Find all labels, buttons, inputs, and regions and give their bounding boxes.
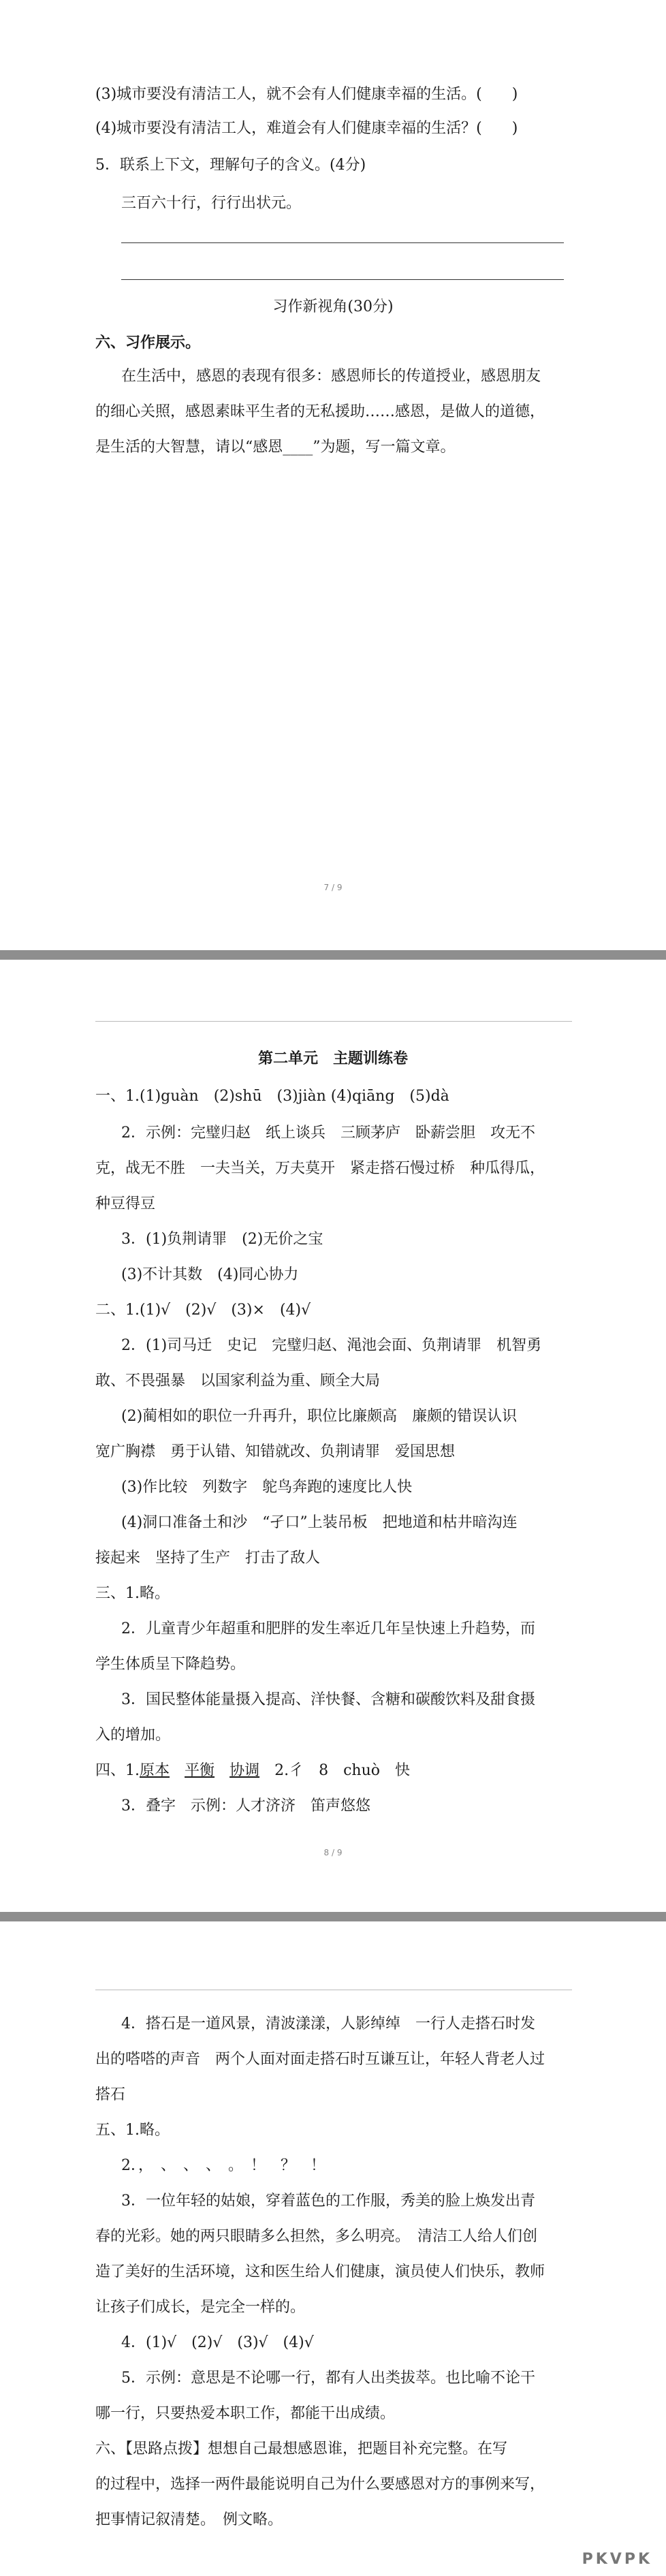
- header-rule: [95, 1021, 572, 1022]
- answer-line: 五、1.略。: [95, 2122, 170, 2139]
- prompt-line-2: 的细心关照，感恩素昧平生者的无私援助……感恩，是做人的道德，: [95, 403, 545, 420]
- prompt-line-3: 是生活的大智慧，请以“感恩____”为题，写一篇文章。: [95, 439, 456, 456]
- answer-line: 克，战无不胜 一夫当关，万夫莫开 紧走搭石慢过桥 种瓜得瓜，: [95, 1160, 545, 1177]
- answer-line: 敢、不畏强暴 以国家利益为重、顾全大局: [95, 1372, 381, 1389]
- answer-line: 春的光彩。她的两只眼睛多么担然，多么明亮。 清洁工人给人们创: [95, 2228, 538, 2245]
- answer-line: (2)蔺相如的职位一升再升，职位比廉颇高 廉颇的错误认识: [121, 1408, 518, 1425]
- answer-line: (3)不计其数 (4)同心协力: [121, 1266, 299, 1283]
- answer-line: 2．， 、 、 、 。 ！ ？ ！: [121, 2157, 326, 2174]
- page-separator: [0, 950, 666, 960]
- question-4-3: (3)城市要没有清洁工人，就不会有人们健康幸福的生活。( ): [95, 86, 518, 103]
- answer-line: 学生体质呈下降趋势。: [95, 1656, 246, 1673]
- underlined-word: 平衡: [185, 1762, 215, 1779]
- page-number: 8 / 9: [323, 1848, 343, 1857]
- section-6-heading: 六、习作展示。: [95, 334, 201, 351]
- page-9: [0, 1921, 666, 2576]
- answer-line: 出的嗒嗒的声音 两个人面对面走搭石时互谦互让，年轻人背老人过: [95, 2051, 545, 2068]
- answer-line: 3．国民整体能量摄入提高、洋快餐、含糖和碳酸饮料及甜食摄: [121, 1691, 535, 1708]
- answer-line: 的过程中，选择一两件最能说明自己为什么要感恩对方的事例来写，: [95, 2476, 545, 2493]
- answer-line: 三、1.略。: [95, 1585, 170, 1602]
- section-4-rest: 2.彳 8 chuò 快: [274, 1762, 410, 1779]
- answer-line-2: [121, 279, 564, 280]
- watermark: PKVPK: [582, 2551, 652, 2568]
- answer-line: 接起来 坚持了生产 打击了敌人: [95, 1550, 321, 1567]
- answer-line: 搭石: [95, 2086, 126, 2103]
- answer-line: 宽广胸襟 勇于认错、知错就改、负荆请罪 爱国思想: [95, 1443, 456, 1460]
- page-8: [0, 960, 666, 1912]
- answer-line: (4)洞口准备土和沙 “孑口”上装吊板 把地道和枯井暗沟连: [121, 1514, 518, 1531]
- answer-line: 3．一位年轻的姑娘，穿着蓝色的工作服，秀美的脸上焕发出青: [121, 2193, 535, 2210]
- underlined-word: 原本: [140, 1762, 170, 1779]
- section-4-prefix: 四、1.: [95, 1762, 140, 1779]
- answer-line: 六、【思路点拨】想想自己最想感恩谁，把题目补充完整。在写: [95, 2440, 508, 2457]
- page-number: 7 / 9: [323, 883, 343, 892]
- answer-key-title: 第二单元 主题训练卷: [257, 1050, 408, 1067]
- answer-line: 3．(1)负荆请罪 (2)无价之宝: [121, 1231, 323, 1248]
- answer-line: 二、1.(1)√ (2)√ (3)× (4)√: [95, 1302, 311, 1319]
- answer-line: 2．儿童青少年超重和肥胖的发生率近几年呈快速上升趋势，而: [121, 1620, 535, 1637]
- answer-line: 3．叠字 示例：人才济济 笛声悠悠: [121, 1797, 370, 1815]
- answer-line: 2．(1)司马迁 史记 完璧归赵、渑池会面、负荆请罪 机智勇: [121, 1337, 542, 1354]
- answer-line: 5．示例：意思是不论哪一行，都有人出类拔萃。也比喻不论干: [121, 2370, 535, 2387]
- answer-line: 4．搭石是一道风景，清波漾漾，人影绰绰 一行人走搭石时发: [121, 2015, 535, 2032]
- answer-line: 4．(1)√ (2)√ (3)√ (4)√: [121, 2334, 314, 2351]
- page-separator: [0, 1912, 666, 1921]
- question-5: 5．联系上下文，理解句子的含义。(4分): [95, 157, 366, 174]
- answer-line: 把事情记叙清楚。 例文略。: [95, 2511, 283, 2528]
- quote-sentence: 三百六十行，行行出状元。: [121, 195, 302, 212]
- answer-line-section-4: [95, 1761, 410, 1781]
- answer-line: 哪一行，只要热爱本职工作，都能干出成绩。: [95, 2405, 396, 2422]
- answer-line: 让孩子们成长，是完全一样的。: [95, 2299, 306, 2316]
- question-4-4: (4)城市要没有清洁工人，难道会有人们健康幸福的生活？( ): [95, 120, 518, 137]
- underlined-word: 协调: [229, 1762, 260, 1779]
- answer-line: 一、1.(1)guàn (2)shū (3)jiàn (4)qiāng (5)dà: [95, 1088, 449, 1105]
- answer-line-1: [121, 242, 564, 243]
- prompt-line-1: 在生活中，感恩的表现有很多：感恩师长的传道授业，感恩朋友: [121, 368, 541, 385]
- page-7: [0, 0, 666, 950]
- answer-line: 2．示例：完璧归赵 纸上谈兵 三顾茅庐 卧薪尝胆 攻无不: [121, 1125, 535, 1142]
- answer-line: 造了美好的生活环境，这和医生给人们健康，演员使人们快乐，教师: [95, 2263, 545, 2280]
- answer-line: 入的增加。: [95, 1727, 171, 1744]
- answer-line: (3)作比较 列数字 鸵鸟奔跑的速度比人快: [121, 1479, 413, 1496]
- answer-line: 种豆得豆: [95, 1195, 156, 1212]
- section-title: 习作新视角(30分): [272, 298, 394, 315]
